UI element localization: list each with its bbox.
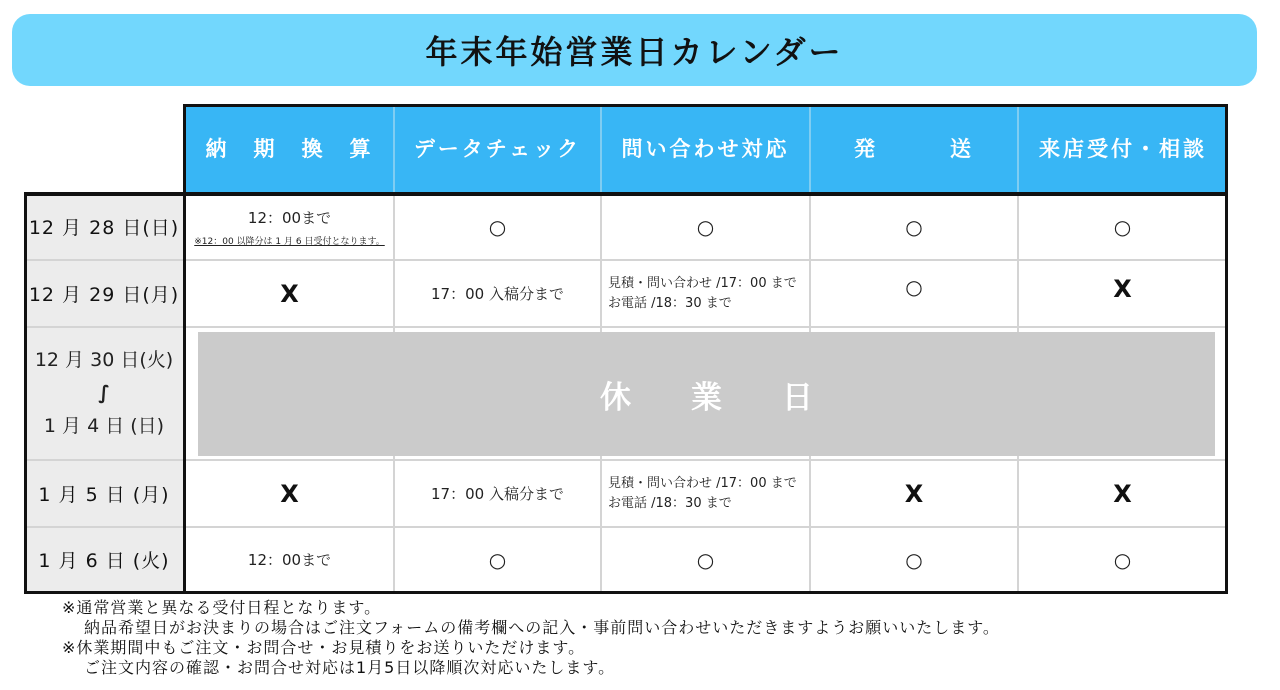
row-date: 1 月 6 日 (火) bbox=[38, 550, 170, 572]
footnote: ご注文内容の確認・お問合せ対応は1月5日以降順次対応いたします。 bbox=[84, 658, 616, 677]
date-range-end: 1 月 4 日 (日) bbox=[43, 415, 165, 437]
cell-line: お電話 /18：30 まで bbox=[608, 495, 732, 511]
circle-mark: ○ bbox=[696, 547, 715, 572]
cross-mark: X bbox=[904, 479, 924, 508]
footnote: ※通常営業と異なる受付日程となります。 bbox=[62, 598, 382, 617]
footnotes bbox=[62, 598, 1000, 678]
data-check-cell: 17：00 入稿分まで bbox=[431, 485, 564, 503]
date-range-start: 12 月 30 日(火) bbox=[34, 349, 174, 371]
header-border bbox=[183, 104, 1228, 195]
cross-mark: X bbox=[1113, 274, 1132, 303]
cell-text: 12：00まで bbox=[247, 208, 332, 227]
holiday-label: 休業日 bbox=[600, 379, 873, 416]
header-nouki: 納 期 換 算 bbox=[205, 137, 374, 161]
cell-line: お電話 /18：30 まで bbox=[608, 295, 732, 311]
header-store-visit: 来店受付・相談 bbox=[1039, 137, 1207, 161]
page-title: 年末年始営業日カレンダー bbox=[425, 33, 844, 71]
circle-mark: ○ bbox=[905, 214, 923, 239]
date-column-border bbox=[183, 192, 186, 594]
cross-mark: X bbox=[280, 279, 299, 308]
circle-mark: ○ bbox=[488, 214, 507, 239]
nouki-cell: 12：00まで bbox=[247, 551, 332, 569]
table-border bbox=[24, 192, 1228, 594]
cell-line: 見積・問い合わせ /17：00 まで bbox=[608, 275, 797, 291]
cross-mark: X bbox=[280, 479, 299, 508]
row-date: 12 月 29 日(月) bbox=[28, 284, 180, 306]
header-inquiry: 問い合わせ対応 bbox=[621, 137, 790, 161]
circle-mark: ○ bbox=[1113, 547, 1132, 572]
circle-mark: ○ bbox=[696, 214, 715, 239]
circle-mark: ○ bbox=[905, 547, 923, 572]
cross-mark: X bbox=[1113, 479, 1132, 508]
row-date: 12 月 28 日(日) bbox=[28, 217, 180, 239]
title-banner bbox=[12, 14, 1257, 86]
cell-subnote: ※12：00 以降分は 1 月 6 日受付となります。 bbox=[194, 236, 385, 247]
footnote: 納品希望日がお決まりの場合はご注文フォームの備考欄への記入・事前問い合わせいただきますようお願いいたします。 bbox=[84, 618, 1000, 637]
date-range-separator: ∫ bbox=[98, 382, 110, 404]
calendar-table bbox=[24, 104, 1228, 594]
footnote: ※休業期間中もご注文・お問合せ・お見積りをお送りいただけます。 bbox=[62, 638, 586, 657]
circle-mark: ○ bbox=[488, 547, 507, 572]
circle-mark: ○ bbox=[905, 274, 923, 299]
cell-line: 見積・問い合わせ /17：00 まで bbox=[608, 475, 797, 491]
circle-mark: ○ bbox=[1113, 214, 1132, 239]
row-date: 1 月 5 日 (月) bbox=[38, 484, 170, 506]
data-check-cell: 17：00 入稿分まで bbox=[431, 285, 564, 303]
header-data-check: データチェック bbox=[413, 137, 582, 161]
header-shipping: 発 送 bbox=[854, 137, 974, 161]
